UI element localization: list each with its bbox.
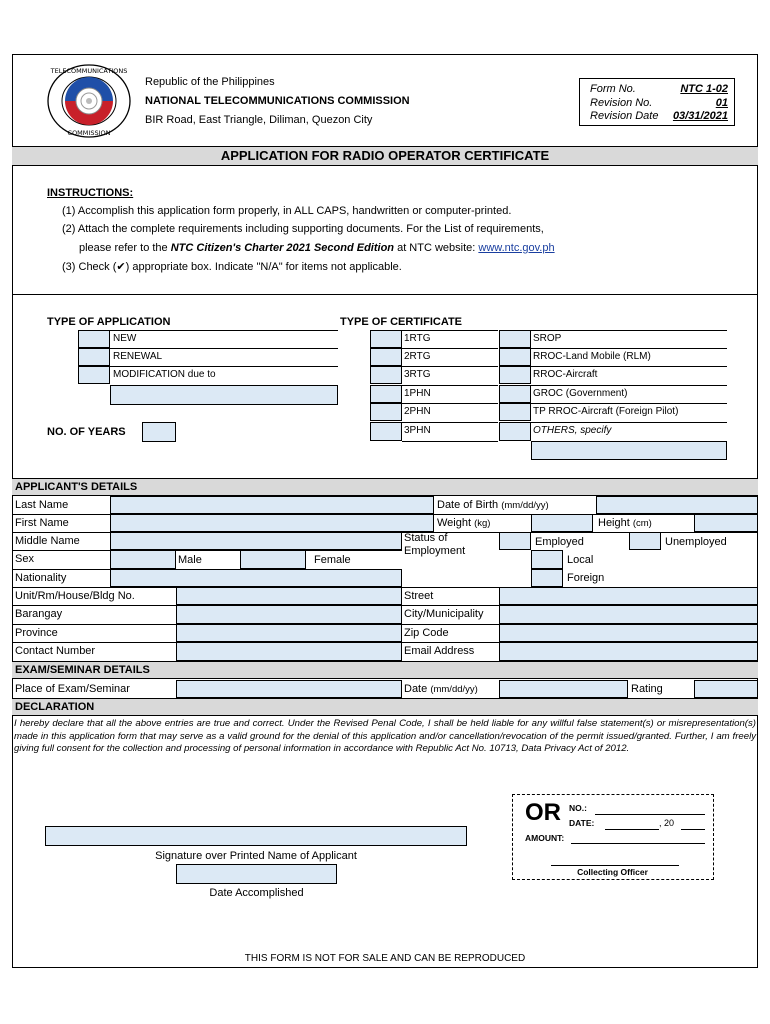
cert-2phn-label: 2PHN xyxy=(404,406,431,417)
rating-input[interactable] xyxy=(694,680,758,698)
exam-place-input[interactable] xyxy=(176,680,402,698)
cert-2rtg-label: 2RTG xyxy=(404,351,431,362)
checkbox-unemployed[interactable] xyxy=(629,532,661,550)
collecting-officer-label: Collecting Officer xyxy=(577,867,648,877)
cert-1phn-label: 1PHN xyxy=(404,388,431,399)
instructions-heading: INSTRUCTIONS: xyxy=(47,187,134,199)
contact-input[interactable] xyxy=(176,642,402,661)
header-address: BIR Road, East Triangle, Diliman, Quezon City xyxy=(145,114,373,126)
first-name-label: First Name xyxy=(15,517,69,529)
employed-label: Employed xyxy=(535,536,584,548)
status-label-1: Status of xyxy=(404,532,448,544)
cert-rroc-land-mobile-label: RROC-Land Mobile (RLM) xyxy=(533,351,651,362)
line xyxy=(402,403,498,404)
dob-input[interactable] xyxy=(596,496,758,514)
checkbox-renewal[interactable] xyxy=(78,348,110,366)
checkbox-male[interactable] xyxy=(110,550,176,569)
dob-label-text: Date of Birth xyxy=(437,499,499,511)
line xyxy=(110,330,338,331)
line xyxy=(110,348,338,349)
header-republic: Republic of the Philippines xyxy=(145,76,275,88)
checkbox-local[interactable] xyxy=(531,550,563,569)
line xyxy=(531,366,727,367)
citizens-charter-ref: NTC Citizen's Charter 2021 Second Edition xyxy=(170,242,395,254)
cert-others-label: OTHERS, specify xyxy=(533,425,612,436)
revision-date-value: 03/31/2021 xyxy=(672,110,728,122)
height-unit: (cm) xyxy=(632,518,652,529)
date-accomplished-input[interactable] xyxy=(176,864,337,884)
exam-date-text: Date xyxy=(404,683,428,695)
others-specify-input[interactable] xyxy=(531,441,727,460)
no-of-years-label: NO. OF YEARS xyxy=(47,426,126,438)
checkbox-female[interactable] xyxy=(240,550,306,569)
signature-input[interactable] xyxy=(45,826,467,846)
instruction-3-pre: (3) Check ( xyxy=(62,261,117,273)
unit-input[interactable] xyxy=(176,587,402,605)
checkbox-rroc-land-mobile[interactable] xyxy=(499,348,531,366)
exam-date-format: (mm/dd/yy) xyxy=(430,684,478,695)
female-label: Female xyxy=(314,554,351,566)
instruction-2b xyxy=(79,239,555,257)
line xyxy=(531,385,727,386)
checkbox-foreign[interactable] xyxy=(531,569,563,587)
ntc-website-link[interactable]: www.ntc.gov.ph xyxy=(478,242,555,254)
exam-date-input[interactable] xyxy=(499,680,628,698)
checkbox-tp-rroc-aircraft[interactable] xyxy=(499,403,531,421)
rating-label: Rating xyxy=(631,683,663,695)
instruction-1: (1) Accomplish this application form properly, in ALL CAPS, handwritten or computer-printed. xyxy=(62,205,512,217)
option-modification-label: MODIFICATION due to xyxy=(113,369,216,380)
line xyxy=(531,422,727,423)
barangay-input[interactable] xyxy=(176,605,402,624)
first-name-input[interactable] xyxy=(110,514,434,532)
no-of-years-input[interactable] xyxy=(142,422,176,442)
or-label: OR xyxy=(525,799,561,826)
date-accomplished-label: Date Accomplished xyxy=(209,887,304,899)
checkbox-others[interactable] xyxy=(499,422,531,441)
weight-label-text: Weight xyxy=(437,517,472,529)
line xyxy=(402,385,498,386)
weight-input[interactable] xyxy=(531,514,593,532)
checkbox-2phn[interactable] xyxy=(370,403,402,421)
line xyxy=(402,422,498,423)
line xyxy=(402,366,498,367)
or-year-line xyxy=(681,829,705,830)
checkbox-srop[interactable] xyxy=(499,330,531,348)
height-label-text: Height xyxy=(598,517,630,529)
option-new-label: NEW xyxy=(113,333,137,344)
header-agency: NATIONAL TELECOMMUNICATIONS COMMISSION xyxy=(145,95,410,107)
middle-name-input[interactable] xyxy=(110,532,402,550)
middle-name-label: Middle Name xyxy=(15,535,80,547)
line xyxy=(531,348,727,349)
height-label xyxy=(598,514,652,533)
instruction-3-post: ) appropriate box. Indicate "N/A" for items not applicable. xyxy=(125,261,402,273)
checkbox-groc[interactable] xyxy=(499,385,531,403)
cert-rroc-aircraft-label: RROC-Aircraft xyxy=(533,369,598,380)
email-input[interactable] xyxy=(499,642,758,661)
province-input[interactable] xyxy=(176,624,402,642)
last-name-input[interactable] xyxy=(110,496,434,514)
or-amount-label: AMOUNT: xyxy=(525,833,565,843)
or-no-label: NO.: xyxy=(569,803,587,813)
city-label: City/Municipality xyxy=(404,608,484,620)
signature-label: Signature over Printed Name of Applicant xyxy=(155,850,357,862)
street-label: Street xyxy=(404,590,434,602)
revision-date-label: Revision Date xyxy=(590,110,659,122)
checkbox-rroc-aircraft[interactable] xyxy=(499,366,531,384)
declaration-heading: DECLARATION xyxy=(12,698,758,716)
sex-label: Sex xyxy=(15,553,34,565)
line xyxy=(110,366,338,367)
svg-text:TELECOMMUNICATIONS: TELECOMMUNICATIONS xyxy=(50,67,128,75)
footer-note: THIS FORM IS NOT FOR SALE AND CAN BE REPRODUCED xyxy=(244,953,526,964)
checkbox-employed[interactable] xyxy=(499,532,531,550)
street-input[interactable] xyxy=(499,587,758,605)
or-date-suffix: , 20 xyxy=(659,818,675,828)
email-label: Email Address xyxy=(404,645,475,657)
ntc-seal-logo xyxy=(44,62,134,140)
checkbox-new[interactable] xyxy=(78,330,110,348)
cert-3rtg-label: 3RTG xyxy=(404,369,431,380)
weight-unit: (kg) xyxy=(474,518,491,529)
barangay-label: Barangay xyxy=(15,608,63,620)
or-amount-line xyxy=(571,843,705,844)
foreign-label: Foreign xyxy=(567,572,605,584)
province-label: Province xyxy=(15,627,58,639)
status-label-2: Employment xyxy=(404,545,466,557)
official-receipt-box xyxy=(512,794,714,880)
unit-label: Unit/Rm/House/Bldg No. xyxy=(15,590,135,602)
line xyxy=(531,403,727,404)
checkbox-2rtg[interactable] xyxy=(370,348,402,366)
revision-no-label: Revision No. xyxy=(590,97,653,109)
instruction-2b-mid: at NTC website: xyxy=(394,242,479,254)
cert-3phn-label: 3PHN xyxy=(404,425,431,436)
dob-label xyxy=(437,496,549,515)
nationality-input[interactable] xyxy=(110,569,402,587)
line xyxy=(531,330,727,331)
check-icon: ✔ xyxy=(116,261,126,273)
instruction-2: (2) Attach the complete requirements including supporting documents. For the List of requirements, xyxy=(62,223,544,235)
form-title: APPLICATION FOR RADIO OPERATOR CERTIFICATE xyxy=(12,146,758,166)
zip-input[interactable] xyxy=(499,624,758,642)
height-input[interactable] xyxy=(694,514,758,532)
declaration-text: I hereby declare that all the above entries are true and correct. Under the Revised Penal Code, I shall be held liable for any willful false statement(s) or misrepresentation(s) made in this application form that may serve as a valid ground for the denial of this application and/or cancellation/revocation of the permit issued/granted. Further, I am freely giving full consent for the collection and processing of personal information in accordance with Republic Act No. 10713, Data Privacy Act of 2012. xyxy=(14,718,756,754)
exam-date-label xyxy=(404,680,478,699)
checkbox-3phn[interactable] xyxy=(370,422,402,441)
male-label: Male xyxy=(178,554,202,566)
unemployed-label: Unemployed xyxy=(665,536,727,548)
divider xyxy=(12,294,758,295)
cert-srop-label: SROP xyxy=(533,333,562,344)
or-date-line xyxy=(605,829,659,830)
checkbox-1phn[interactable] xyxy=(370,385,402,403)
city-input[interactable] xyxy=(499,605,758,624)
or-date-label: DATE: xyxy=(569,818,595,828)
svg-text:COMMISSION: COMMISSION xyxy=(67,129,111,137)
form-no-label: Form No. xyxy=(590,83,636,95)
type-of-certificate-heading: TYPE OF CERTIFICATE xyxy=(340,316,463,328)
instruction-3 xyxy=(62,258,402,276)
last-name-label: Last Name xyxy=(15,499,69,511)
revision-no-value: 01 xyxy=(715,97,728,109)
weight-label xyxy=(437,514,490,533)
status-label xyxy=(404,532,465,558)
option-renewal-label: RENEWAL xyxy=(113,351,163,362)
nationality-label: Nationality xyxy=(15,572,67,584)
or-no-line xyxy=(595,814,705,815)
form-info-box xyxy=(579,78,735,126)
zip-label: Zip Code xyxy=(404,627,449,639)
cert-groc-label: GROC (Government) xyxy=(533,388,628,399)
contact-label: Contact Number xyxy=(15,645,96,657)
dob-format: (mm/dd/yy) xyxy=(501,500,549,511)
checkbox-modification[interactable] xyxy=(78,366,110,384)
exam-details-heading: EXAM/SEMINAR DETAILS xyxy=(12,661,758,679)
modification-reason-input[interactable] xyxy=(110,385,338,405)
cert-tp-rroc-label: TP RROC-Aircraft (Foreign Pilot) xyxy=(533,406,679,417)
cert-1rtg-label: 1RTG xyxy=(404,333,431,344)
form-no-value: NTC 1-02 xyxy=(680,83,728,95)
instruction-2b-pre: please refer to the xyxy=(79,242,171,254)
checkbox-3rtg[interactable] xyxy=(370,366,402,384)
exam-place-label: Place of Exam/Seminar xyxy=(15,683,130,695)
checkbox-1rtg[interactable] xyxy=(370,330,402,348)
applicant-details-heading: APPLICANT'S DETAILS xyxy=(12,478,758,496)
collecting-officer-line xyxy=(551,865,679,866)
line xyxy=(402,441,498,442)
type-of-application-heading: TYPE OF APPLICATION xyxy=(47,316,171,328)
line xyxy=(402,348,498,349)
local-label: Local xyxy=(567,554,594,566)
line xyxy=(402,330,498,331)
